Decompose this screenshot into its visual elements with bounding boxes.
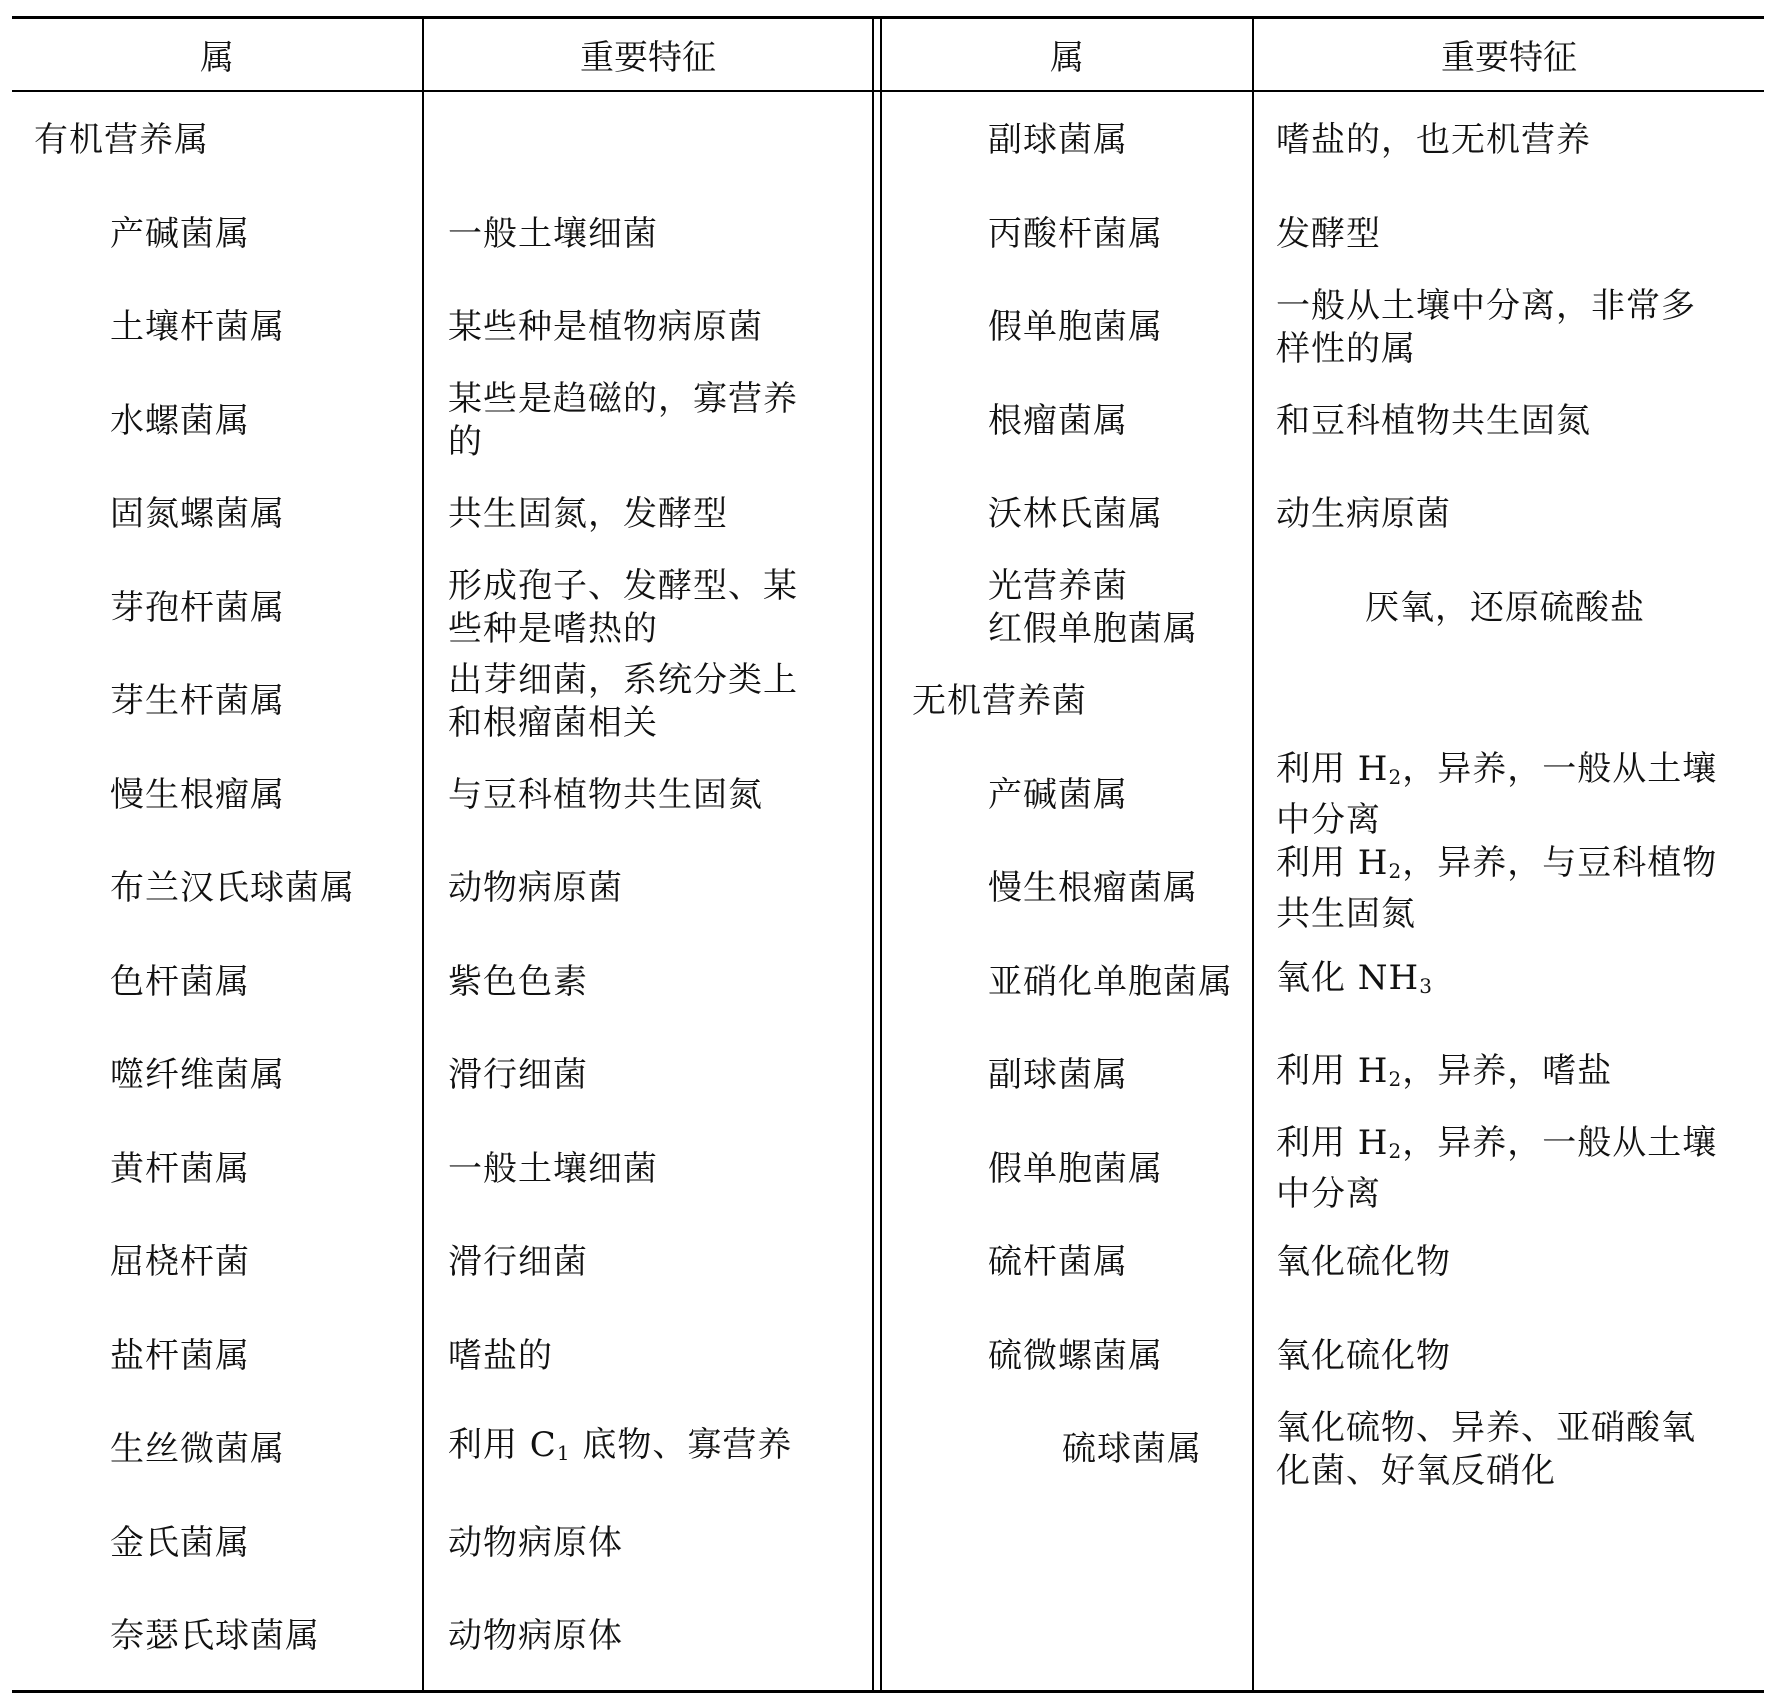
header-rule <box>12 90 1764 92</box>
left-feature-cell-text: 动物病原菌 <box>448 868 623 909</box>
right-genus-cell-text: 无机营养菌 <box>912 681 1087 722</box>
left-feature-cell-text: 滑行细菌 <box>448 1242 588 1283</box>
left-feature-cell <box>426 749 866 843</box>
left-genus-cell <box>12 1216 422 1310</box>
right-genus-cell-text: 假单胞菌属 <box>988 1148 1163 1189</box>
left-genus-cell-text: 有机营养属 <box>34 120 209 161</box>
header-feature-left: 重要特征 <box>580 38 716 78</box>
left-feature-cell-text: 动物病原体 <box>448 1522 623 1563</box>
left-genus-cell-text: 奈瑟氏球菌属 <box>110 1616 320 1657</box>
right-genus-cell <box>890 842 1252 936</box>
right-feature-cell-text: 一般从土壤中分离，非常多 样性的属 <box>1276 285 1696 369</box>
left-feature-cell-text: 出芽细菌，系统分类上 和根瘤菌相关 <box>448 659 798 743</box>
left-feature-cell <box>426 842 866 936</box>
right-feature-cell-text: 厌氧，还原硫酸盐 <box>1365 587 1645 628</box>
right-feature-cell <box>1254 188 1764 282</box>
right-genus-cell <box>890 936 1252 1030</box>
left-feature-cell-text: 共生固氮，发酵型 <box>448 494 728 535</box>
right-genus-cell-text: 假单胞菌属 <box>988 307 1163 348</box>
right-genus-cell-text: 硫杆菌属 <box>988 1242 1128 1283</box>
right-genus-cell-text: 丙酸杆菌属 <box>988 213 1163 254</box>
left-genus-cell <box>12 375 422 469</box>
column-double-divider-a <box>872 19 874 1690</box>
right-feature-cell <box>1254 1029 1764 1123</box>
left-genus-cell <box>12 842 422 936</box>
left-genus-cell-text: 土壤杆菌属 <box>110 307 285 348</box>
right-genus-cell-text: 沃林氏菌属 <box>988 494 1163 535</box>
left-genus-cell <box>12 1029 422 1123</box>
right-feature-cell-text: 利用 $H_2$，异养，一般从土壤 中分离 <box>1276 749 1718 841</box>
left-feature-cell <box>426 375 866 469</box>
header-genus-left: 属 <box>200 38 234 78</box>
left-genus-cell-text: 色杆菌属 <box>110 961 250 1002</box>
right-genus-cell <box>890 375 1252 469</box>
right-genus-cell-text: 光营养菌 红假单胞菌属 <box>988 566 1198 650</box>
right-feature-cell-text: 氧化硫化物 <box>1276 1242 1451 1283</box>
right-genus-cell <box>890 655 1252 749</box>
header-genus-right: 属 <box>1050 38 1084 78</box>
right-genus-cell <box>890 749 1252 843</box>
right-feature-cell-text: 发酵型 <box>1276 213 1381 254</box>
left-genus-cell <box>12 1403 422 1497</box>
right-genus-cell <box>890 468 1252 562</box>
left-genus-cell-text: 慢生根瘤属 <box>110 774 285 815</box>
right-genus-cell-text: 副球菌属 <box>988 1055 1128 1096</box>
left-feature-cell-text: 滑行细菌 <box>448 1055 588 1096</box>
right-genus-cell-text: 产碱菌属 <box>988 774 1128 815</box>
left-feature-cell <box>426 562 866 656</box>
right-feature-cell-text: 氧化硫化物 <box>1276 1335 1451 1376</box>
right-genus-cell-text: 根瘤菌属 <box>988 400 1128 441</box>
right-genus-cell <box>890 188 1252 282</box>
left-genus-cell <box>12 1123 422 1217</box>
left-genus-cell-text: 水螺菌属 <box>110 400 250 441</box>
right-feature-cell <box>1254 842 1764 936</box>
left-feature-cell <box>426 1029 866 1123</box>
left-genus-cell <box>12 468 422 562</box>
left-feature-cell <box>426 468 866 562</box>
left-feature-cell <box>426 655 866 749</box>
right-feature-cell-text: 氧化硫物、异养、亚硝酸氧 化菌、好氧反硝化 <box>1276 1407 1696 1491</box>
left-genus-cell-text: 盐杆菌属 <box>110 1335 250 1376</box>
left-feature-cell <box>426 936 866 1030</box>
right-genus-cell <box>890 1310 1252 1404</box>
right-genus-cell-text: 硫球菌属 <box>1062 1429 1202 1470</box>
left-genus-cell-text: 屈桡杆菌 <box>110 1242 250 1283</box>
right-feature-cell-text: 利用 $H_2$，异养，与豆科植物 共生固氮 <box>1276 842 1718 934</box>
right-feature-cell-text: 氧化 $NH_3$ <box>1276 957 1433 998</box>
left-feature-cell-text: 一般土壤细菌 <box>448 213 658 254</box>
right-feature-cell-text: 利用 $H_2$，异养，嗜盐 <box>1276 1051 1613 1092</box>
column-double-divider-b <box>880 19 882 1690</box>
left-genus-cell-text: 产碱菌属 <box>110 213 250 254</box>
left-genus-cell <box>12 1310 422 1404</box>
left-feature-cell-text: 与豆科植物共生固氮 <box>448 774 763 815</box>
left-genus-cell-text: 固氮螺菌属 <box>110 494 285 535</box>
right-feature-cell <box>1254 562 1764 656</box>
right-feature-cell <box>1254 936 1764 1030</box>
left-genus-cell <box>12 749 422 843</box>
left-genus-cell-text: 芽孢杆菌属 <box>110 587 285 628</box>
left-genus-cell-text: 噬纤维菌属 <box>110 1055 285 1096</box>
right-feature-cell <box>1254 281 1764 375</box>
right-genus-cell <box>890 1216 1252 1310</box>
left-genus-cell-text: 芽生杆菌属 <box>110 681 285 722</box>
right-genus-cell <box>890 281 1252 375</box>
left-genus-cell-text: 黄杆菌属 <box>110 1148 250 1189</box>
left-feature-cell-text: 利用 $C_1$ 底物、寡营养 <box>448 1425 793 1466</box>
left-feature-cell-text: 某些种是植物病原菌 <box>448 307 763 348</box>
right-genus-cell <box>890 1029 1252 1123</box>
right-feature-cell-text: 和豆科植物共生固氮 <box>1276 400 1591 441</box>
left-genus-cell <box>12 1497 422 1591</box>
left-genus-cell <box>12 281 422 375</box>
left-feature-cell-text: 某些是趋磁的，寡营养 的 <box>448 379 798 463</box>
left-feature-cell-text: 紫色色素 <box>448 961 588 1002</box>
left-genus-cell <box>12 188 422 282</box>
left-feature-cell <box>426 1216 866 1310</box>
right-genus-cell-text: 慢生根瘤菌属 <box>988 868 1198 909</box>
right-genus-cell-text: 亚硝化单胞菌属 <box>988 961 1233 1002</box>
left-genus-cell-text: 生丝微菌属 <box>110 1429 285 1470</box>
left-feature-cell-text: 动物病原体 <box>448 1616 623 1657</box>
left-genus-cell <box>12 94 422 188</box>
right-feature-cell <box>1254 749 1764 843</box>
right-genus-cell <box>890 1403 1252 1497</box>
right-feature-cell <box>1254 1310 1764 1404</box>
genus-feature-table <box>12 16 1764 1696</box>
left-feature-cell-text: 一般土壤细菌 <box>448 1148 658 1189</box>
left-feature-cell <box>426 1403 866 1497</box>
left-genus-cell-text: 布兰汉氏球菌属 <box>110 868 355 909</box>
right-genus-cell <box>890 94 1252 188</box>
right-genus-cell <box>890 1123 1252 1217</box>
header-feature-right: 重要特征 <box>1441 38 1577 78</box>
left-genus-cell <box>12 655 422 749</box>
right-genus-cell-text: 副球菌属 <box>988 120 1128 161</box>
left-genus-cell <box>12 1590 422 1684</box>
right-genus-cell-text: 硫微螺菌属 <box>988 1335 1163 1376</box>
table-bottom-rule <box>12 1690 1764 1693</box>
right-feature-cell <box>1254 375 1764 469</box>
column-divider <box>422 19 424 1690</box>
left-feature-cell <box>426 188 866 282</box>
left-feature-cell-text: 形成孢子、发酵型、某 些种是嗜热的 <box>448 566 798 650</box>
right-feature-cell <box>1254 94 1764 188</box>
right-feature-cell-text: 利用 $H_2$，异养，一般从土壤 中分离 <box>1276 1123 1718 1215</box>
left-genus-cell-text: 金氏菌属 <box>110 1522 250 1563</box>
left-feature-cell <box>426 1590 866 1684</box>
left-feature-cell-text: 嗜盐的 <box>448 1335 553 1376</box>
right-feature-cell <box>1254 1123 1764 1217</box>
right-feature-cell-text: 嗜盐的，也无机营养 <box>1276 120 1591 161</box>
right-feature-cell <box>1254 468 1764 562</box>
left-feature-cell <box>426 1310 866 1404</box>
right-genus-cell <box>890 562 1252 656</box>
right-feature-cell-text: 动生病原菌 <box>1276 494 1451 535</box>
left-feature-cell <box>426 281 866 375</box>
right-feature-cell <box>1254 1216 1764 1310</box>
left-genus-cell <box>12 936 422 1030</box>
left-feature-cell <box>426 1123 866 1217</box>
right-feature-cell <box>1254 1403 1764 1497</box>
left-genus-cell <box>12 562 422 656</box>
left-feature-cell <box>426 1497 866 1591</box>
